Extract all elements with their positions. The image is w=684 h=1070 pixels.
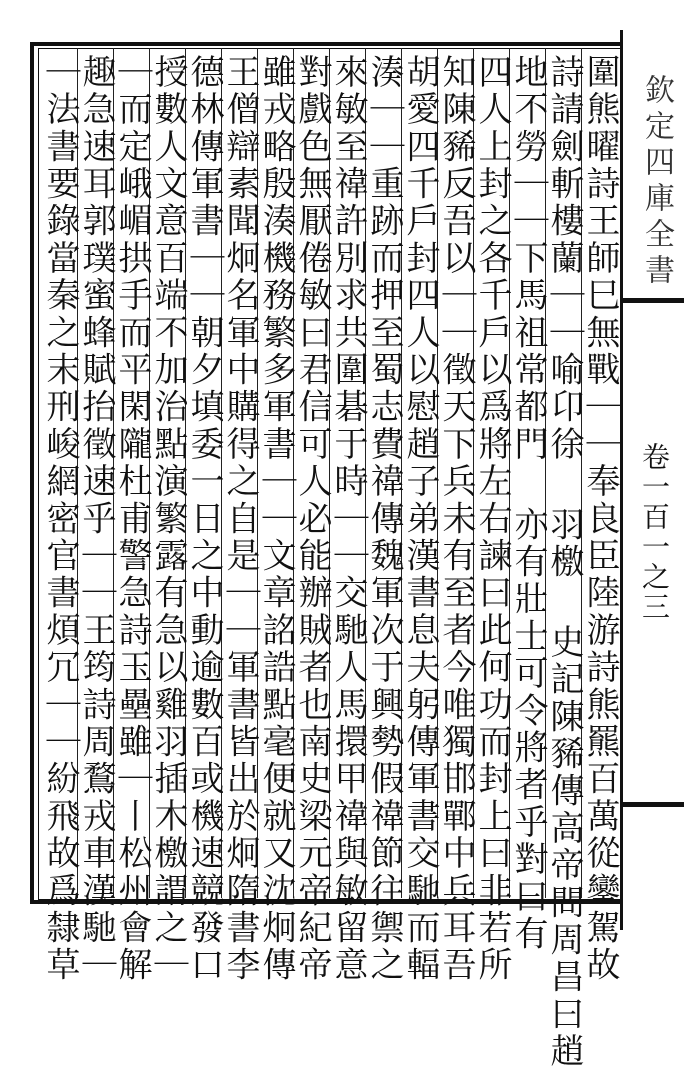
text-column: 趣急速耳郭璞蜜蜂賦抬徵速乎｜｜王筠詩周鶩戎車漢馳｜: [76, 54, 116, 984]
text-column: ｜法書要錄當秦之末刑峻網密官書煩冗｜｜紛飛故爲隸草: [40, 54, 80, 984]
text-column: 授數人文意百端不加治點演繁露有急以雞羽插木檄謂之｜: [148, 54, 188, 984]
text-column: 胡愛四千戶封四人以慰趙子弟漢書息夫躬傳軍書交馳而輻: [400, 54, 440, 984]
text-column: 對戲色無厭倦敏曰君信可人必能辦賊者也南史梁元帝紀帝: [292, 54, 332, 984]
text-column: 德林傳軍書｜｜朝夕填委一日之中動逾數百或機速競發口: [184, 54, 224, 984]
text-column: ｜而定峨嵋拱手而平閑隴杜甫警急詩玉壘雖｜丨松州會解: [112, 54, 152, 984]
text-column: 湊｜｜重跡而押至蜀志費禕傳魏軍次于興勢假禕節往禦之: [364, 54, 404, 984]
text-column: 詩請劍斬樓蘭｜｜喻卬徐 羽檄 史記陳豨傳高帝問周昌曰趙: [544, 54, 584, 1070]
text-column: 圍熊曜詩王師巳無戰｜｜奉良臣陸游詩熊羆百萬從鑾駕故: [580, 54, 620, 984]
page-banner: [620, 30, 684, 930]
text-column: 王僧辯素聞炯名軍中購得之自是｜｜軍書皆出於炯隋書李: [220, 54, 260, 984]
text-column: 地不勞｜｜下馬祖常都門 亦有壯士可令將者乎對曰有: [508, 54, 548, 953]
text-column: 雖戎略殷湊機務繁多軍書｜｜文章詺誥點毫便就又沈炯傳: [256, 54, 296, 984]
banner-divider-top: [620, 298, 684, 303]
text-column: 四人上封之各千戶以爲將左右諫曰此何功而封上曰非若所: [472, 54, 512, 984]
banner-book-title: 欽定四庫全書: [639, 74, 674, 290]
banner-volume: 卷一百一之三: [638, 442, 671, 622]
text-column: 知陳豨反吾以｜｜徵天下兵未有至者今唯獨邯鄲中兵耳吾: [436, 54, 476, 984]
text-column: 來敏至禕許別求共圍碁于時｜｜交馳人馬擐甲禕與敏留意: [328, 54, 368, 984]
banner-divider-bottom: [620, 802, 684, 807]
